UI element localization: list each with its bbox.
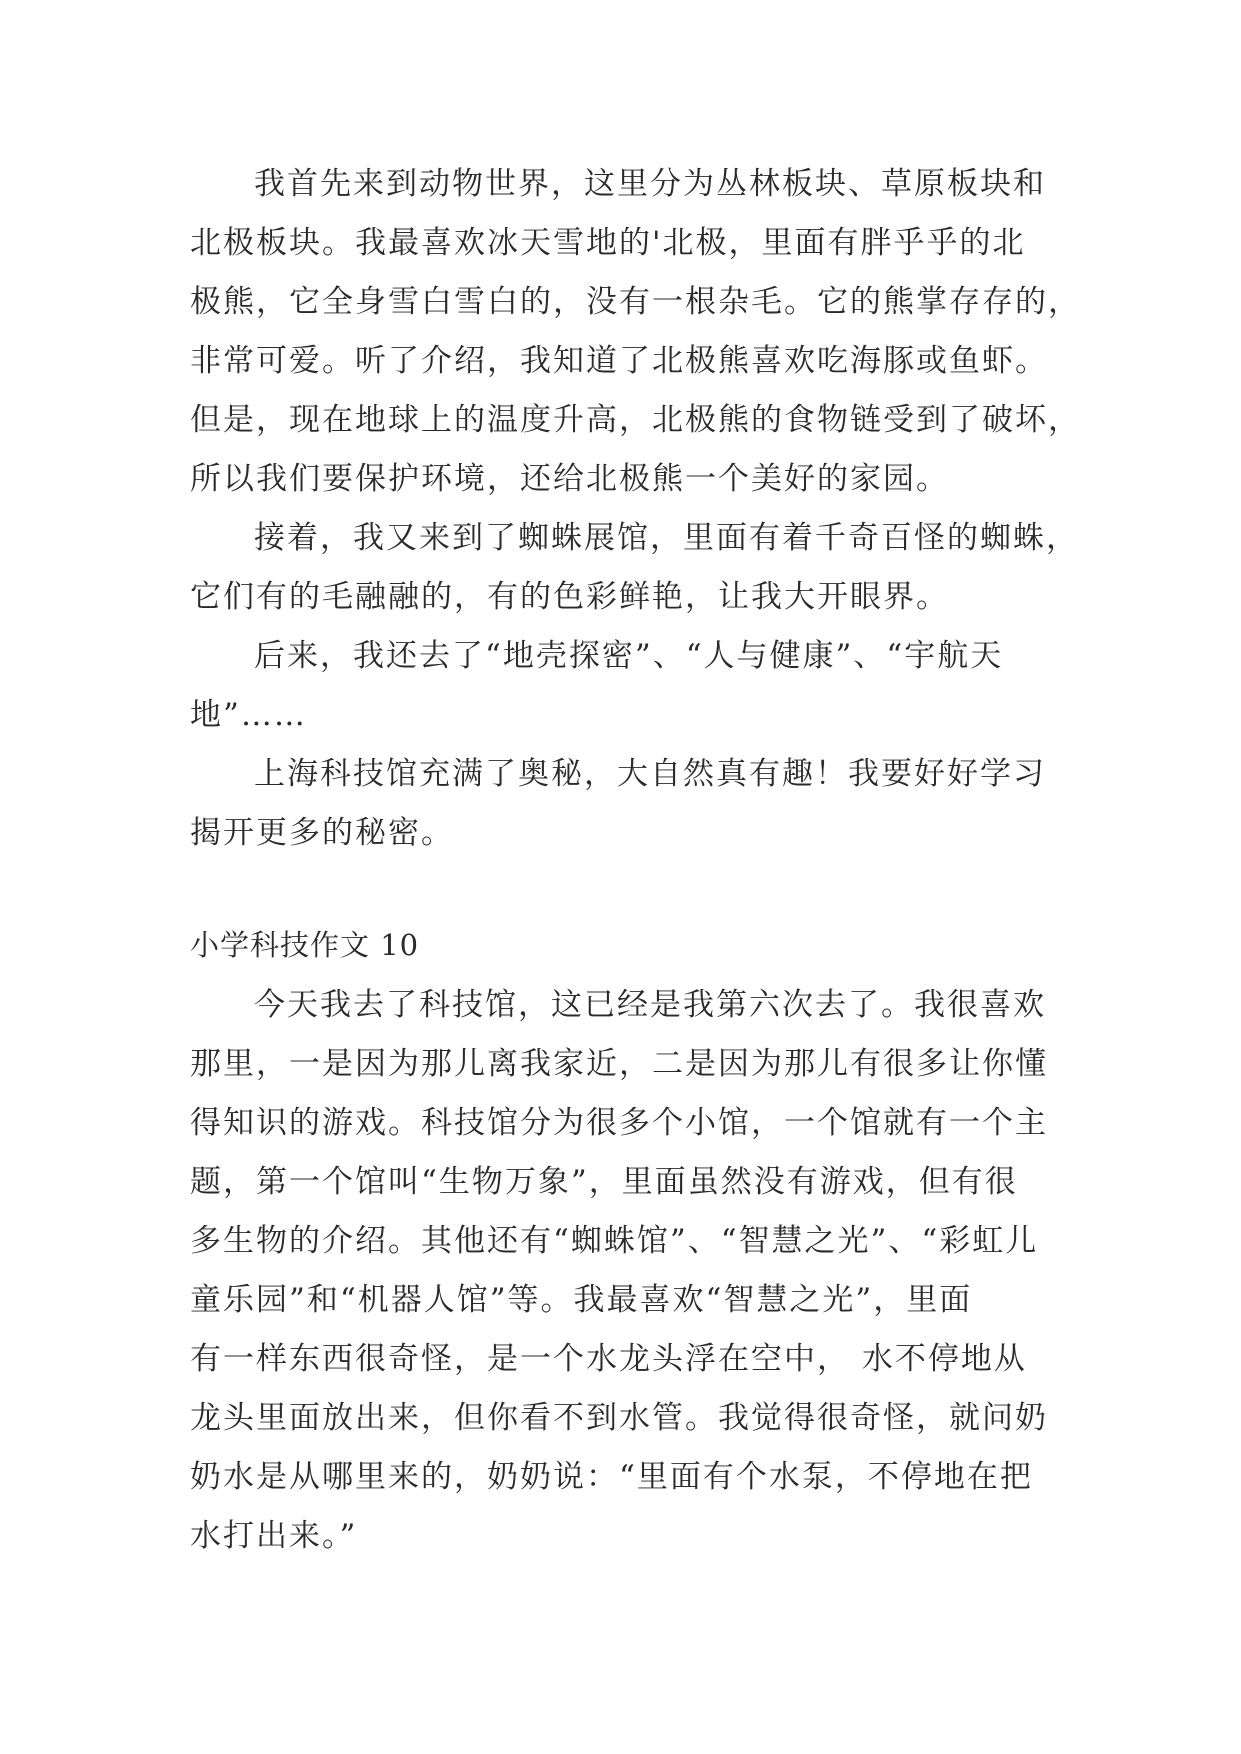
- text-line: 所以我们要保护环境，还给北极熊一个美好的家园。: [190, 461, 949, 497]
- text-line: 它们有的毛融融的，有的色彩鲜艳，让我大开眼界。: [190, 579, 949, 615]
- text-line: 得知识的游戏。科技馆分为很多个小馆，一个馆就有一个主: [190, 1105, 1048, 1141]
- text-line: 上海科技馆充满了奥秘，大自然真有趣！我要好好学习: [254, 756, 1046, 792]
- text-line: 后来，我还去了“地壳探密”、“人与健康”、“宇航天: [254, 638, 1004, 674]
- text-line: 童乐园”和“机器人馆”等。我最喜欢“智慧之光”，里面: [190, 1282, 973, 1318]
- text-line: 极熊，它全身雪白雪白的，没有一根杂毛。它的熊掌存存的，: [190, 284, 1081, 320]
- text-line: 水打出来。”: [190, 1518, 358, 1554]
- text-line: 题，第一个馆叫“生物万象”，里面虽然没有游戏，但有很: [190, 1164, 1018, 1200]
- text-line: 揭开更多的秘密。: [190, 815, 454, 851]
- text-line: 那里，一是因为那儿离我家近，二是因为那儿有很多让你懂: [190, 1046, 1048, 1082]
- text-line: 我首先来到动物世界，这里分为丛林板块、草原板块和: [254, 166, 1046, 202]
- text-line: 接着，我又来到了蜘蛛展馆，里面有着千奇百怪的蜘蛛，: [254, 520, 1079, 556]
- text-line: 龙头里面放出来，但你看不到水管。我觉得很奇怪，就问奶: [190, 1400, 1048, 1436]
- section-title: 小学科技作文 10: [190, 928, 420, 962]
- text-line: 北极板块。我最喜欢冰天雪地的'北极，里面有胖乎乎的北: [190, 225, 1026, 261]
- text-line: 但是，现在地球上的温度升高，北极熊的食物链受到了破坏，: [190, 402, 1081, 438]
- text-line: 地”……: [190, 697, 307, 733]
- text-line: 多生物的介绍。其他还有“蜘蛛馆”、“智慧之光”、“彩虹儿: [190, 1223, 1039, 1259]
- text-line: 奶水是从哪里来的，奶奶说：“里面有个水泵，不停地在把: [190, 1459, 1033, 1495]
- text-line: 有一样东西很奇怪，是一个水龙头浮在空中， 水不停地从: [190, 1341, 1027, 1377]
- text-line: 非常可爱。听了介绍，我知道了北极熊喜欢吃海豚或鱼虾。: [190, 343, 1048, 379]
- text-line: 今天我去了科技馆，这已经是我第六次去了。我很喜欢: [254, 987, 1046, 1023]
